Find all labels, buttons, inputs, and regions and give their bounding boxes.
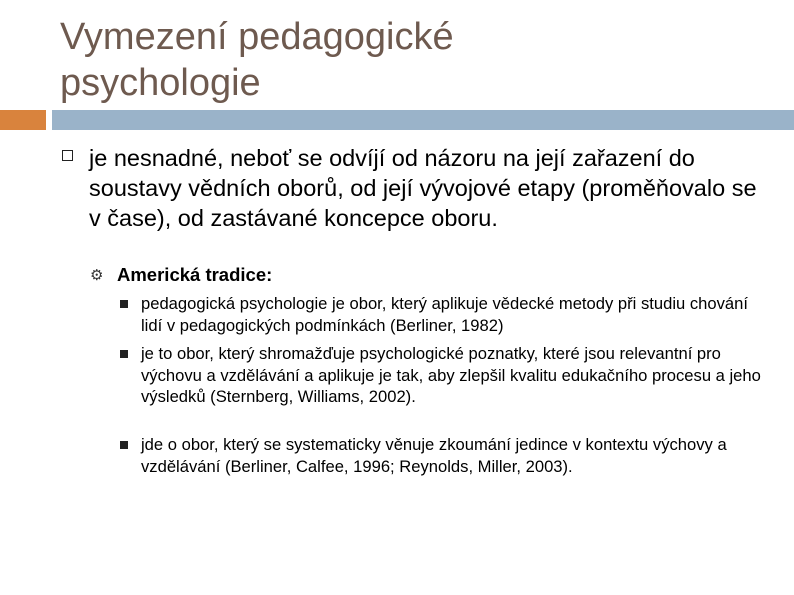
filled-square-bullet-icon bbox=[120, 300, 128, 308]
slide-title bbox=[60, 14, 760, 106]
title-accent-orange bbox=[0, 110, 46, 130]
bullet-level3-item: pedagogická psychologie je obor, který aplikuje vědecké metody při studiu chování lidí v pedagogických podmínkách (Berliner, 1982) bbox=[141, 294, 748, 335]
circled-gear-bullet-icon: ⚙ bbox=[90, 267, 104, 284]
bullet-level3-item: jde o obor, který se systematicky věnuje zkoumání jedince v kontextu výchovy a vzdělávání (Berliner, Calfee, 1996; Reynolds, Miller, 2003). bbox=[141, 435, 727, 476]
title-line-1: Vymezení pedagogické bbox=[60, 16, 454, 58]
filled-square-bullet-icon bbox=[120, 350, 128, 358]
square-bullet-icon bbox=[62, 150, 73, 161]
filled-square-bullet-icon bbox=[120, 441, 128, 449]
bullet-level3-item: je to obor, který shromažďuje psychologické poznatky, které jsou relevantní pro výchovu a vzdělávání a aplikuje je tak, aby zlepšil kvalitu edukačního procesu a jeho výsledků (Sternberg, Williams, 2002). bbox=[141, 344, 761, 406]
title-line-2: psychologie bbox=[60, 62, 261, 104]
title-accent-blue bbox=[52, 110, 794, 130]
bullet-level1: je nesnadné, neboť se odvíjí od názoru na její zařazení do soustavy vědních oborů, od její vývojové etapy (proměňovalo se v čase), od zastávané koncepce oboru. bbox=[89, 145, 757, 231]
bullet-level2: Americká tradice: bbox=[117, 264, 273, 285]
